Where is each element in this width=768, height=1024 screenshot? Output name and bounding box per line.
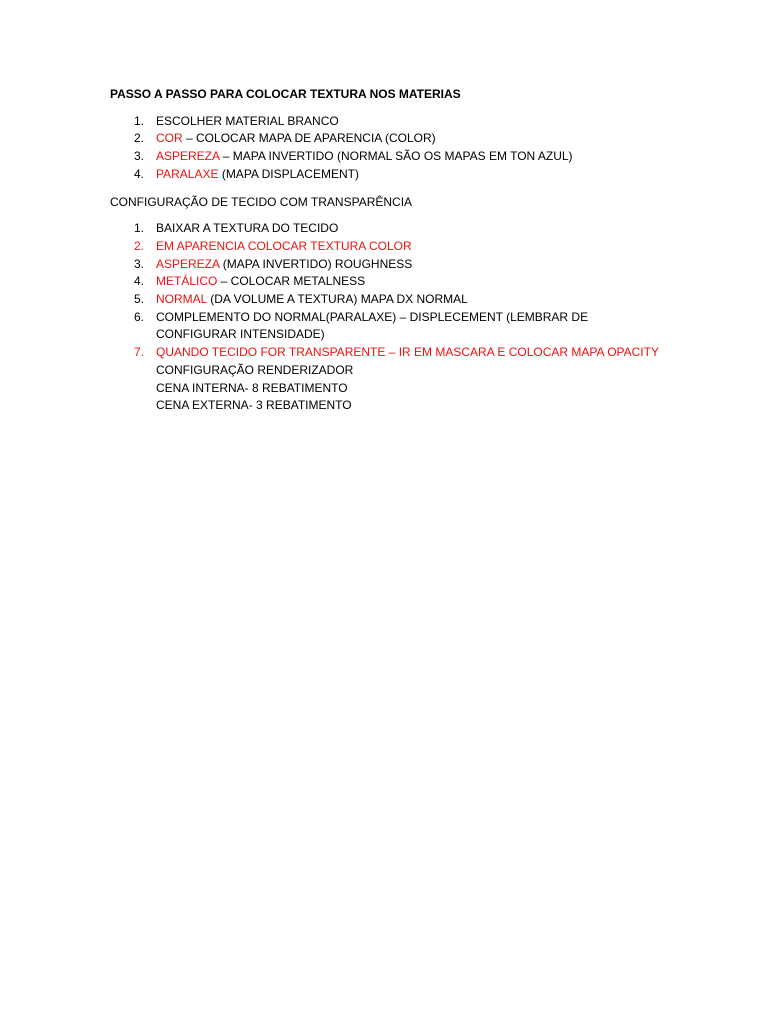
item-number: 2. <box>133 131 144 146</box>
highlight-text: NORMAL <box>156 292 207 307</box>
item-number: 1. <box>133 221 144 236</box>
highlight-text: QUANDO TECIDO FOR TRANSPARENTE – IR EM MASCARA E COLOCAR MAPA OPACITY <box>156 345 659 360</box>
list-item <box>110 344 670 362</box>
item-text: – COLOCAR METALNESS <box>217 274 366 289</box>
item-number: 1. <box>133 113 144 128</box>
item-number: 4. <box>133 166 144 181</box>
section-subtitle: CONFIGURAÇÃO DE TECIDO COM TRANSPARÊNCIA <box>110 194 413 209</box>
steps-list-fabric <box>110 220 670 362</box>
item-text: – COLOCAR MAPA DE APARENCIA (COLOR) <box>182 131 436 146</box>
item-number: 7. <box>133 345 144 360</box>
item-text: ESCOLHER MATERIAL BRANCO <box>156 113 339 128</box>
item-number: 4. <box>133 274 144 289</box>
item-number: 6. <box>133 309 144 324</box>
render-config-line: CENA INTERNA- 8 REBATIMENTO <box>156 380 348 395</box>
item-text: – MAPA INVERTIDO (NORMAL SÃO OS MAPAS EM TON AZUL) <box>219 149 573 164</box>
list-item <box>110 238 670 256</box>
highlight-text: METÁLICO <box>156 274 218 289</box>
list-item <box>110 256 670 274</box>
list-item <box>110 220 670 238</box>
highlight-text: ASPEREZA <box>156 149 220 164</box>
item-text: (DA VOLUME A TEXTURA) MAPA DX NORMAL <box>206 292 468 307</box>
item-number: 3. <box>133 256 144 271</box>
list-item <box>110 273 670 291</box>
highlight-text: ASPEREZA <box>156 256 220 271</box>
list-item <box>110 309 670 344</box>
item-number: 5. <box>133 292 144 307</box>
list-item <box>110 130 670 148</box>
item-text: (MAPA DISPLACEMENT) <box>218 166 359 181</box>
render-config-line: CONFIGURAÇÃO RENDERIZADOR <box>156 362 354 377</box>
document-title: PASSO A PASSO PARA COLOCAR TEXTURA NOS MATERIAS <box>110 87 461 101</box>
item-text: (MAPA INVERTIDO) ROUGHNESS <box>219 256 413 271</box>
item-number: 3. <box>133 149 144 164</box>
highlight-text: EM APARENCIA COLOCAR TEXTURA COLOR <box>156 238 412 253</box>
list-item <box>110 291 670 309</box>
item-text: BAIXAR A TEXTURA DO TECIDO <box>156 221 339 236</box>
document-page <box>110 86 670 415</box>
render-config-line: CENA EXTERNA- 3 REBATIMENTO <box>156 398 352 413</box>
list-item <box>110 113 670 131</box>
highlight-text: COR <box>156 131 183 146</box>
list-item <box>110 148 670 166</box>
highlight-text: PARALAXE <box>156 166 219 181</box>
item-number: 2. <box>133 238 144 253</box>
item-text: COMPLEMENTO DO NORMAL(PARALAXE) – DISPLECEMENT (LEMBRAR DE CONFIGURAR INTENSIDADE) <box>156 309 589 342</box>
steps-list-textures <box>110 113 670 184</box>
list-item <box>110 166 670 184</box>
